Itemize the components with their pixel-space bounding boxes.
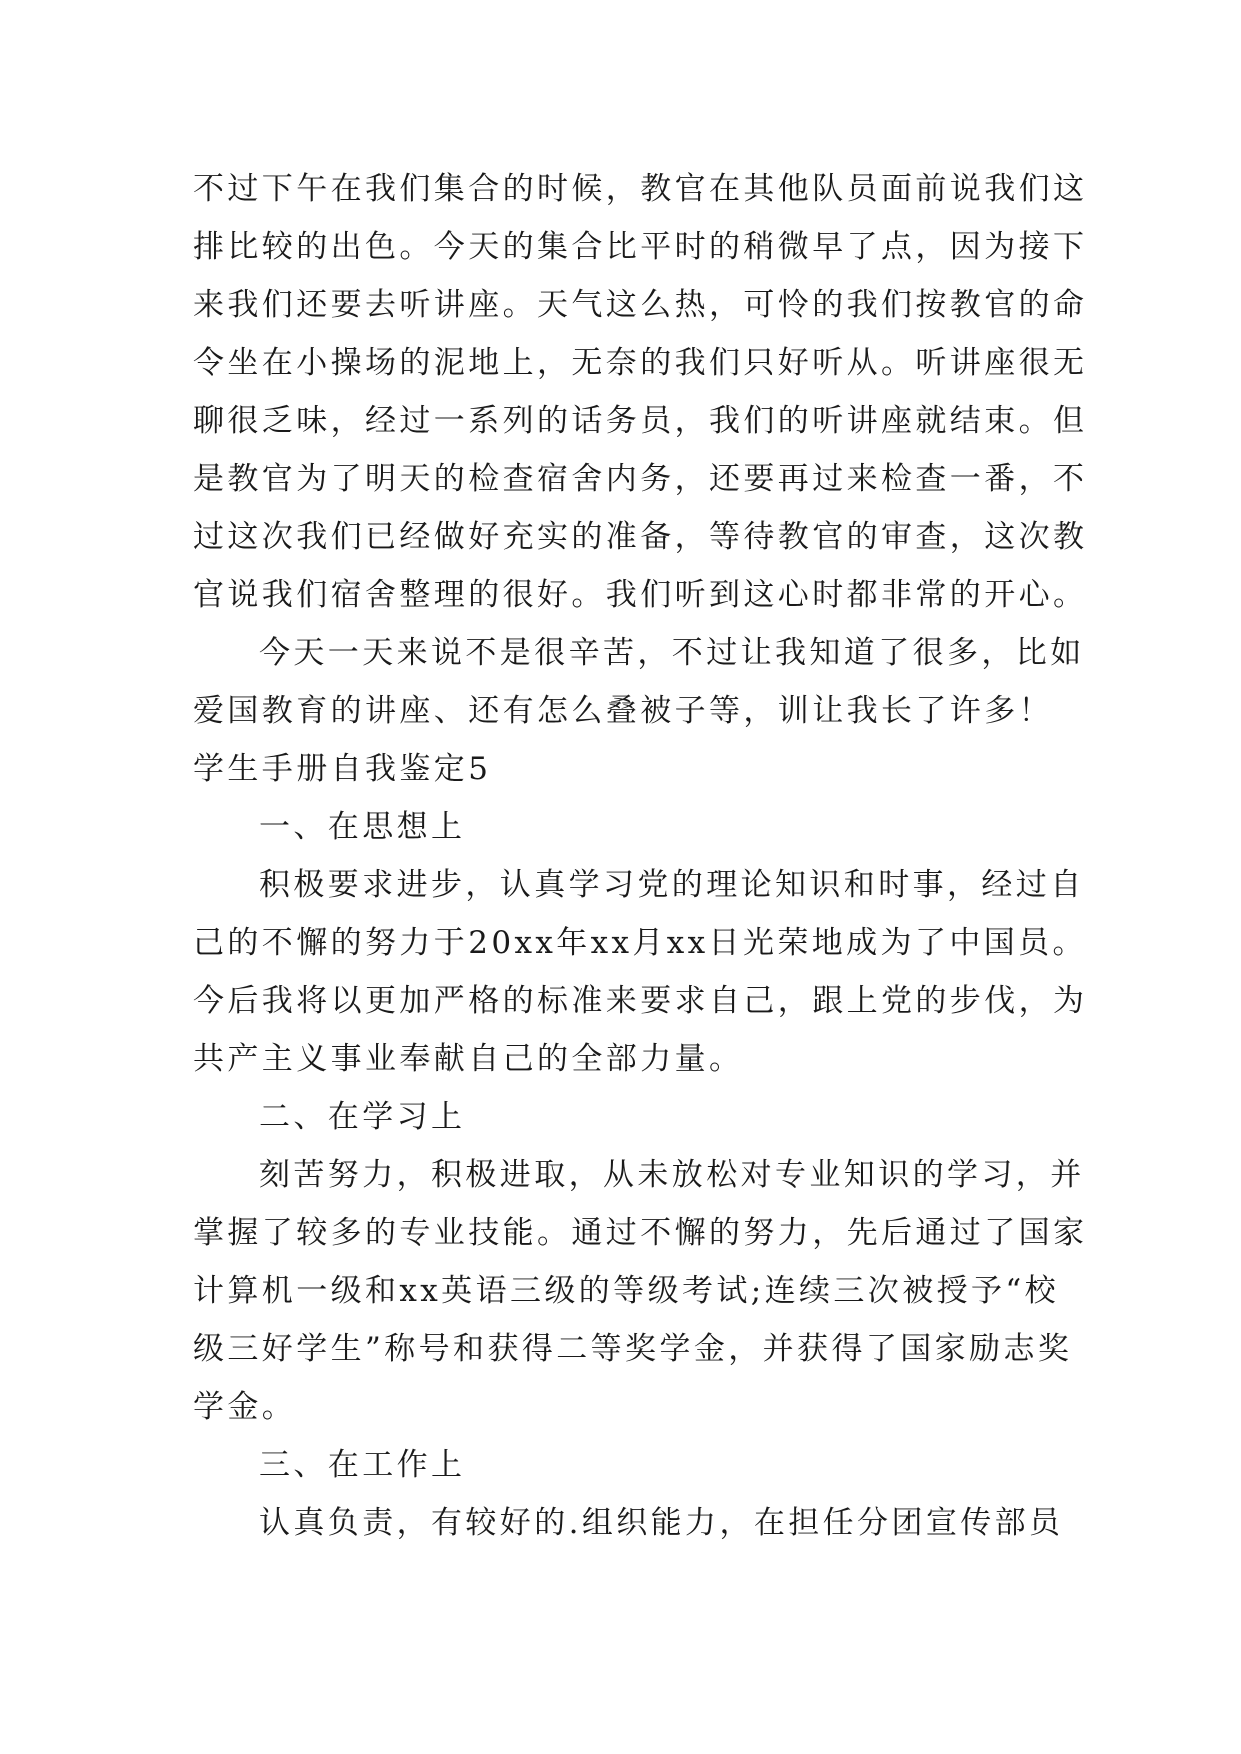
paragraph-line: 积极要求进步，认真学习党的理论知识和时事，经过自 — [259, 867, 1085, 903]
paragraph-line: 今后我将以更加严格的标准来要求自己，跟上党的步伐，为 — [193, 983, 1088, 1019]
paragraph-line: 排比较的出色。今天的集合比平时的稍微早了点，因为接下 — [193, 229, 1088, 265]
paragraph-line: 级三好学生”称号和获得二等奖学金，并获得了国家励志奖 — [193, 1331, 1073, 1367]
paragraph-line: 过这次我们已经做好充实的准备，等待教官的审查，这次教 — [193, 519, 1088, 555]
paragraph-line: 聊很乏味，经过一系列的话务员，我们的听讲座就结束。但 — [193, 403, 1088, 439]
subheading-work: 三、在工作上 — [259, 1447, 466, 1483]
paragraph-line: 共产主义事业奉献自己的全部力量。 — [193, 1041, 744, 1077]
document-body — [193, 160, 1088, 1552]
paragraph-line: 今天一天来说不是很辛苦，不过让我知道了很多，比如 — [259, 635, 1085, 671]
paragraph-line: 爱国教育的讲座、还有怎么叠被子等，训让我长了许多！ — [193, 693, 1053, 729]
paragraph-line: 不过下午在我们集合的时候，教官在其他队员面前说我们这 — [193, 171, 1088, 207]
paragraph-line: 计算机一级和xx英语三级的等级考试;连续三次被授予“校 — [193, 1273, 1060, 1309]
paragraph-line: 官说我们宿舍整理的很好。我们听到这心时都非常的开心。 — [193, 577, 1088, 613]
paragraph-line: 刻苦努力，积极进取，从未放松对专业知识的学习，并 — [259, 1157, 1085, 1193]
paragraph-line: 己的不懈的努力于20xx年xx月xx日光荣地成为了中国员。 — [193, 925, 1087, 961]
paragraph-line: 是教官为了明天的检查宿舍内务，还要再过来检查一番，不 — [193, 461, 1088, 497]
subheading-study: 二、在学习上 — [259, 1099, 466, 1135]
section-title: 学生手册自我鉴定5 — [193, 751, 492, 787]
paragraph-line: 认真负责，有较好的.组织能力，在担任分团宣传部员 — [259, 1505, 1064, 1541]
paragraph-line: 令坐在小操场的泥地上，无奈的我们只好听从。听讲座很无 — [193, 345, 1088, 381]
paragraph-line: 学金。 — [193, 1389, 297, 1425]
paragraph-line: 来我们还要去听讲座。天气这么热，可怜的我们按教官的命 — [193, 287, 1088, 323]
paragraph-line: 掌握了较多的专业技能。通过不懈的努力，先后通过了国家 — [193, 1215, 1088, 1251]
subheading-thought: 一、在思想上 — [259, 809, 466, 845]
